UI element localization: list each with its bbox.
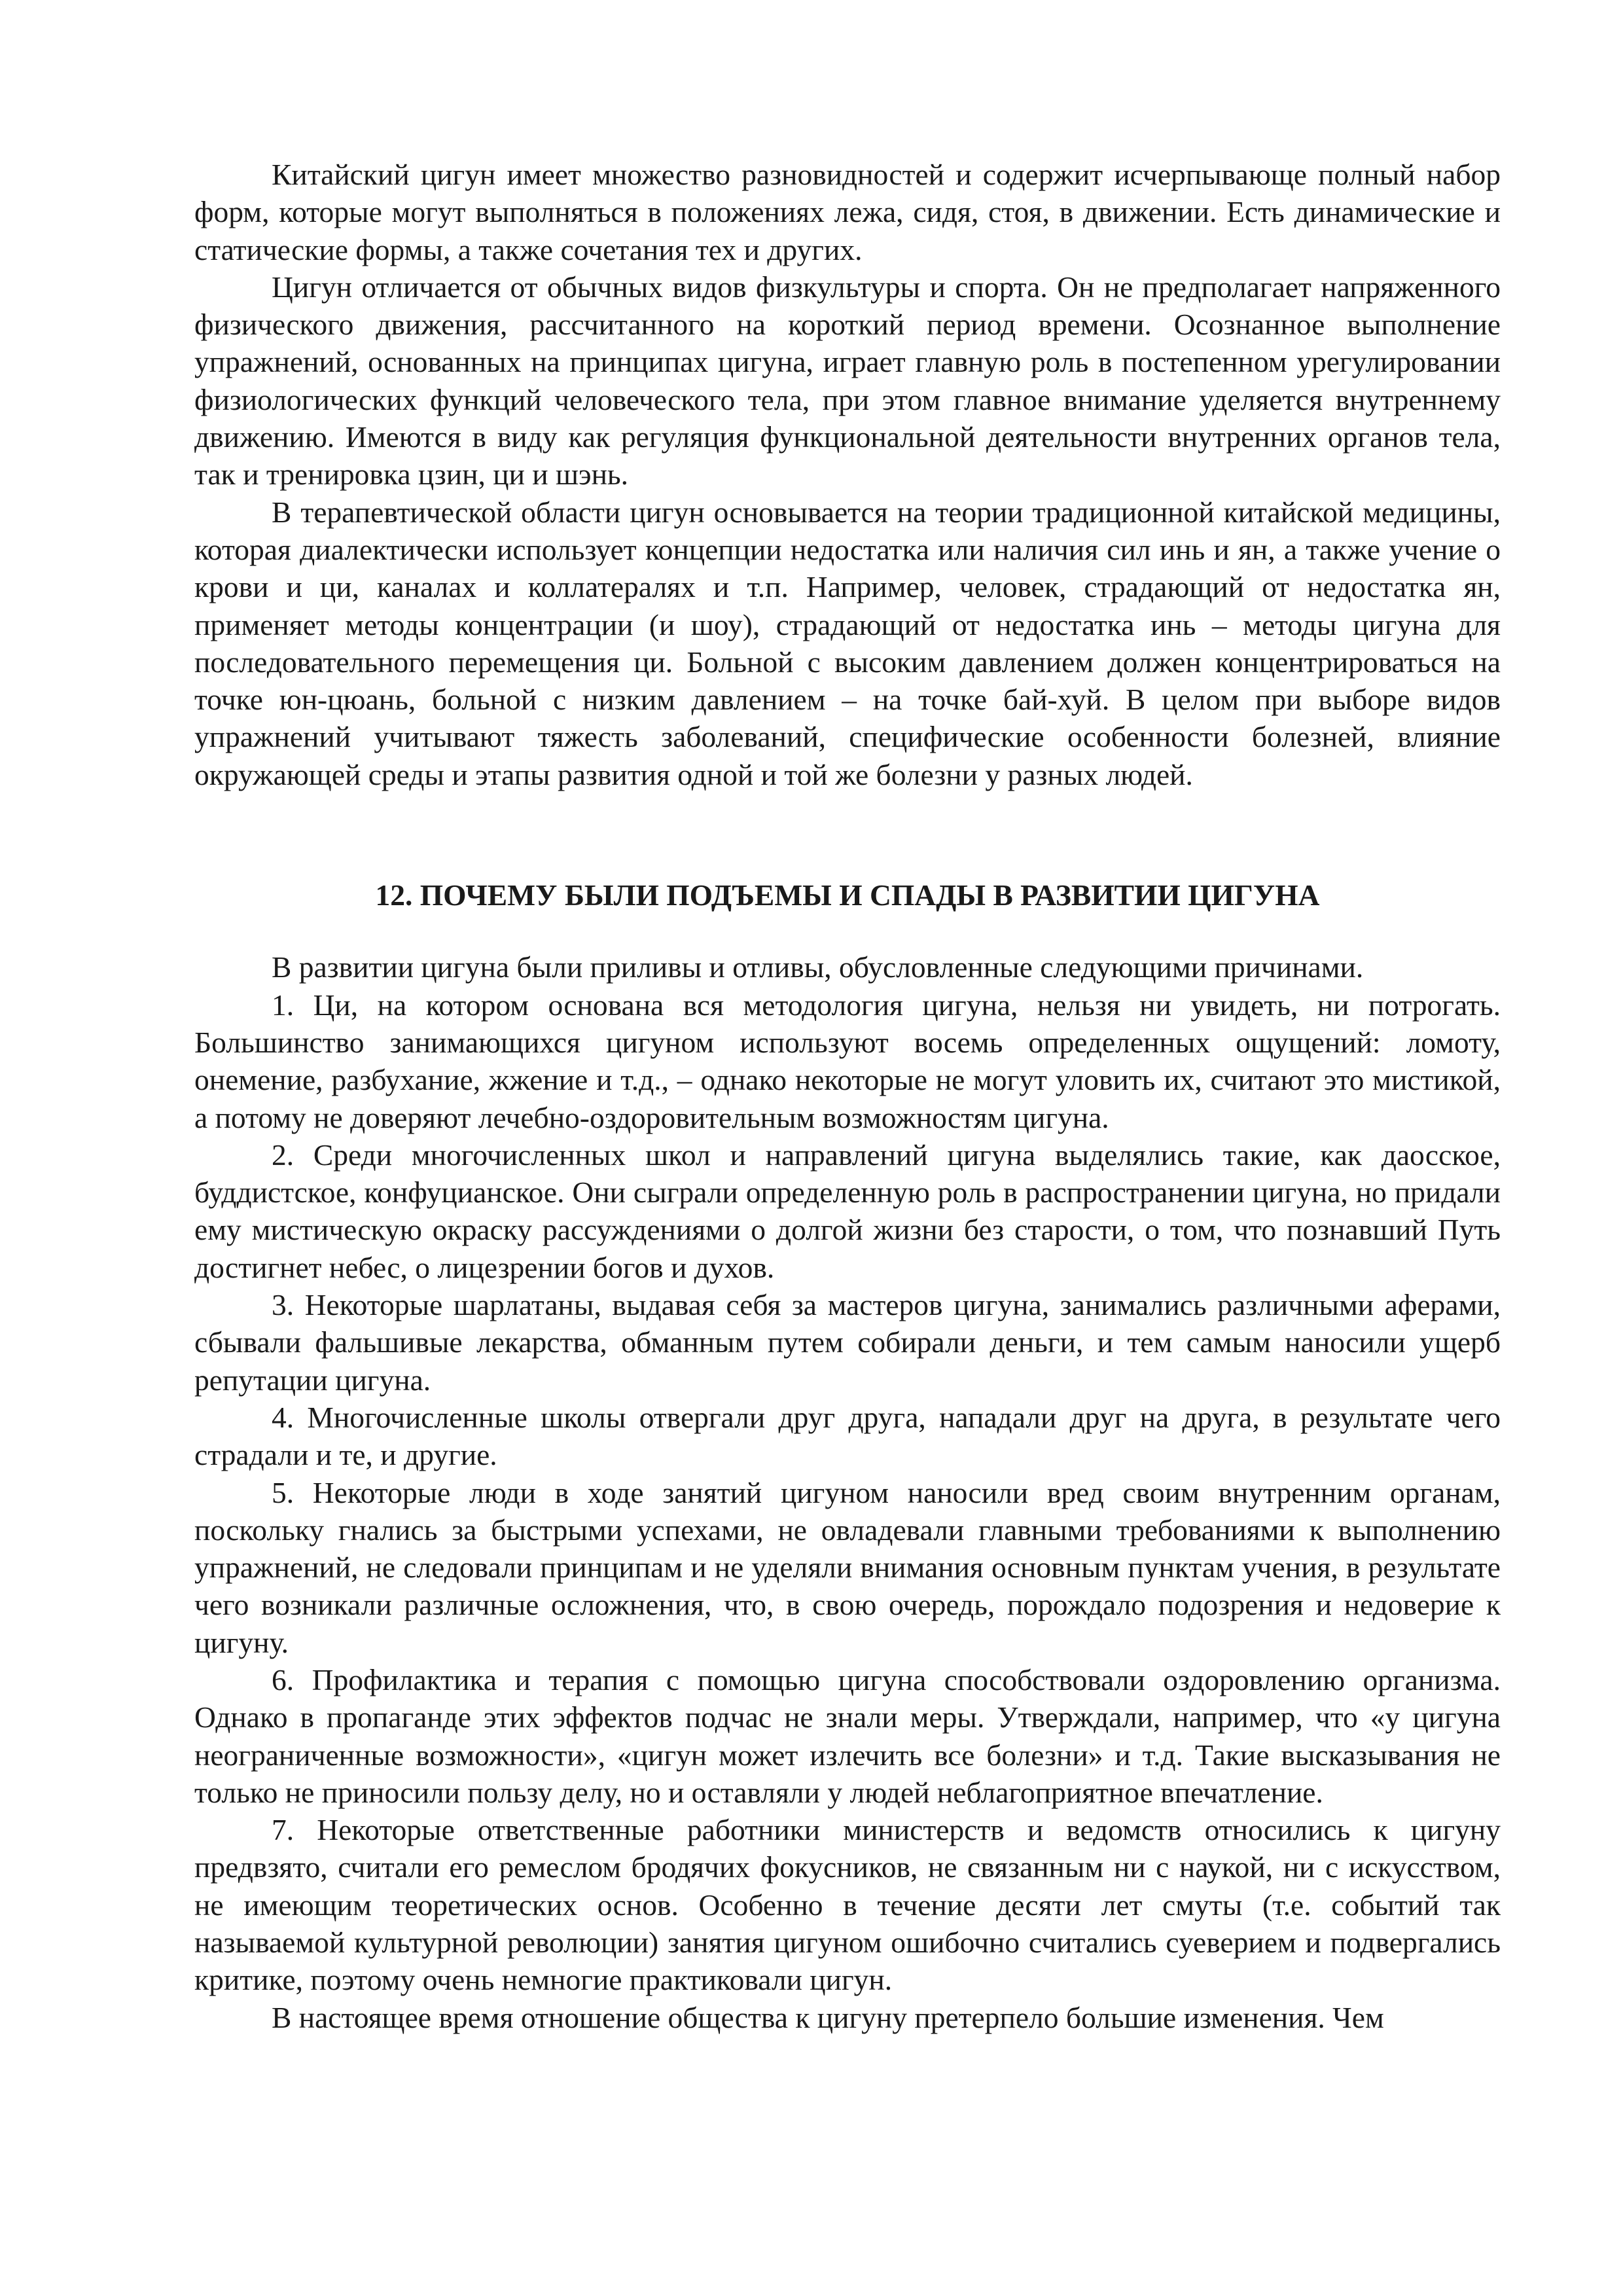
reason-paragraph-1: 1. Ци, на котором основана вся методология цигуна, нельзя ни увидеть, ни потрогать. Большинство занимающихся цигуном используют восемь определенных ощущений: ломоту, онемение, разбухание, жжение и т.д., – однако некоторые не могут уловить их, считают это мистикой, а потому не доверяют лечебно-оздоровительным возможностям цигуна.: [194, 988, 1501, 1134]
intro-paragraph-1: Китайский цигун имеет множество разновидностей и содержит исчерпывающе полный набор форм, которые могут выполняться в положениях лежа, сидя, стоя, в движении. Есть динамические и статические формы, а также сочетания тех и других.: [194, 158, 1501, 266]
reason-paragraph-7: 7. Некоторые ответственные работники министерств и ведомств относились к цигуну предвзято, считали его ремеслом бродячих фокусников, не связанным ни с наукой, ни с искусством, не имеющим теоретических основ. Особенно в течение десяти лет смуты (т.е. событий так называемой культурной революции) занятия цигуном ошибочно считались суеверием и подвергались критике, поэтому очень немногие практиковали цигун.: [194, 1813, 1501, 1997]
intro-paragraph-2: Цигун отличается от обычных видов физкультуры и спорта. Он не предполагает напряженного физического движения, рассчитанного на короткий период времени. Осознанное выполнение упражнений, основанных на принципах цигуна, играет главную роль в постепенном урегулировании физиологических функций человеческого тела, при этом главное внимание уделяется внутреннему движению. Имеются в виду как регуляция функциональной деятельности внутренних органов тела, так и тренировка цзин, ци и шэнь.: [194, 270, 1501, 492]
document-page: [194, 156, 1501, 2036]
section-intro-paragraph: В развитии цигуна были приливы и отливы, обусловленные следующими причинами.: [272, 950, 1364, 984]
reason-paragraph-6: 6. Профилактика и терапия с помощью цигуна способствовали оздоровлению организма. Однако в пропаганде этих эффектов подчас не знали меры. Утверждали, например, что «у цигуна неограниченные возможности», «цигун может излечить все болезни» и т.д. Такие высказывания не только не приносили пользу делу, но и оставляли у людей неблагоприятное впечатление.: [194, 1662, 1501, 1809]
section-heading: 12. ПОЧЕМУ БЫЛИ ПОДЪЕМЫ И СПАДЫ В РАЗВИТИИ ЦИГУНА: [375, 878, 1320, 912]
closing-paragraph: В настоящее время отношение общества к цигуну претерпело большие изменения. Чем: [272, 2000, 1384, 2034]
reason-paragraph-2: 2. Среди многочисленных школ и направлений цигуна выделялись такие, как даосское, буддистское, конфуцианское. Они сыграли определенную роль в распространении цигуна, но придали ему мистическую окраску рассуждениями о долгой жизни без старости, о том, что познавший Путь достигнет небес, о лицезрении богов и духов.: [194, 1138, 1501, 1284]
reason-paragraph-3: 3. Некоторые шарлатаны, выдавая себя за мастеров цигуна, занимались различными аферами, сбывали фальшивые лекарства, обманным путем собирали деньги, и тем самым наносили ущерб репутации цигуна.: [194, 1288, 1501, 1397]
reason-paragraph-5: 5. Некоторые люди в ходе занятий цигуном наносили вред своим внутренним органам, поскольку гнались за быстрыми успехами, не овладевали главными требованиями к выполнению упражнений, не следовали принципам и не уделяли внимания основным пунктам учения, в результате чего возникали различные осложнения, что, в свою очередь, порождало подозрения и недоверие к цигуну.: [194, 1475, 1501, 1659]
reason-paragraph-4: 4. Многочисленные школы отвергали друг друга, нападали друг на друга, в результате чего страдали и те, и другие.: [194, 1400, 1501, 1472]
intro-paragraph-3: В терапевтической области цигун основывается на теории традиционной китайской медицины, которая диалектически использует концепции недостатка или наличия сил инь и ян, а также учение о крови и ци, каналах и коллатералях и т.п. Например, человек, страдающий от недостатка ян, применяет методы концентрации (и шоу), страдающий от недостатка инь – методы цигуна для последовательного перемещения ци. Больной с высоким давлением должен концентрироваться на точке юн-цюань, больной с низким давлением – на точке бай-хуй. В целом при выборе видов упражнений учитывают тяжесть заболеваний, специфические особенности болезней, влияние окружающей среды и этапы развития одной и той же болезни у разных людей.: [194, 495, 1501, 791]
